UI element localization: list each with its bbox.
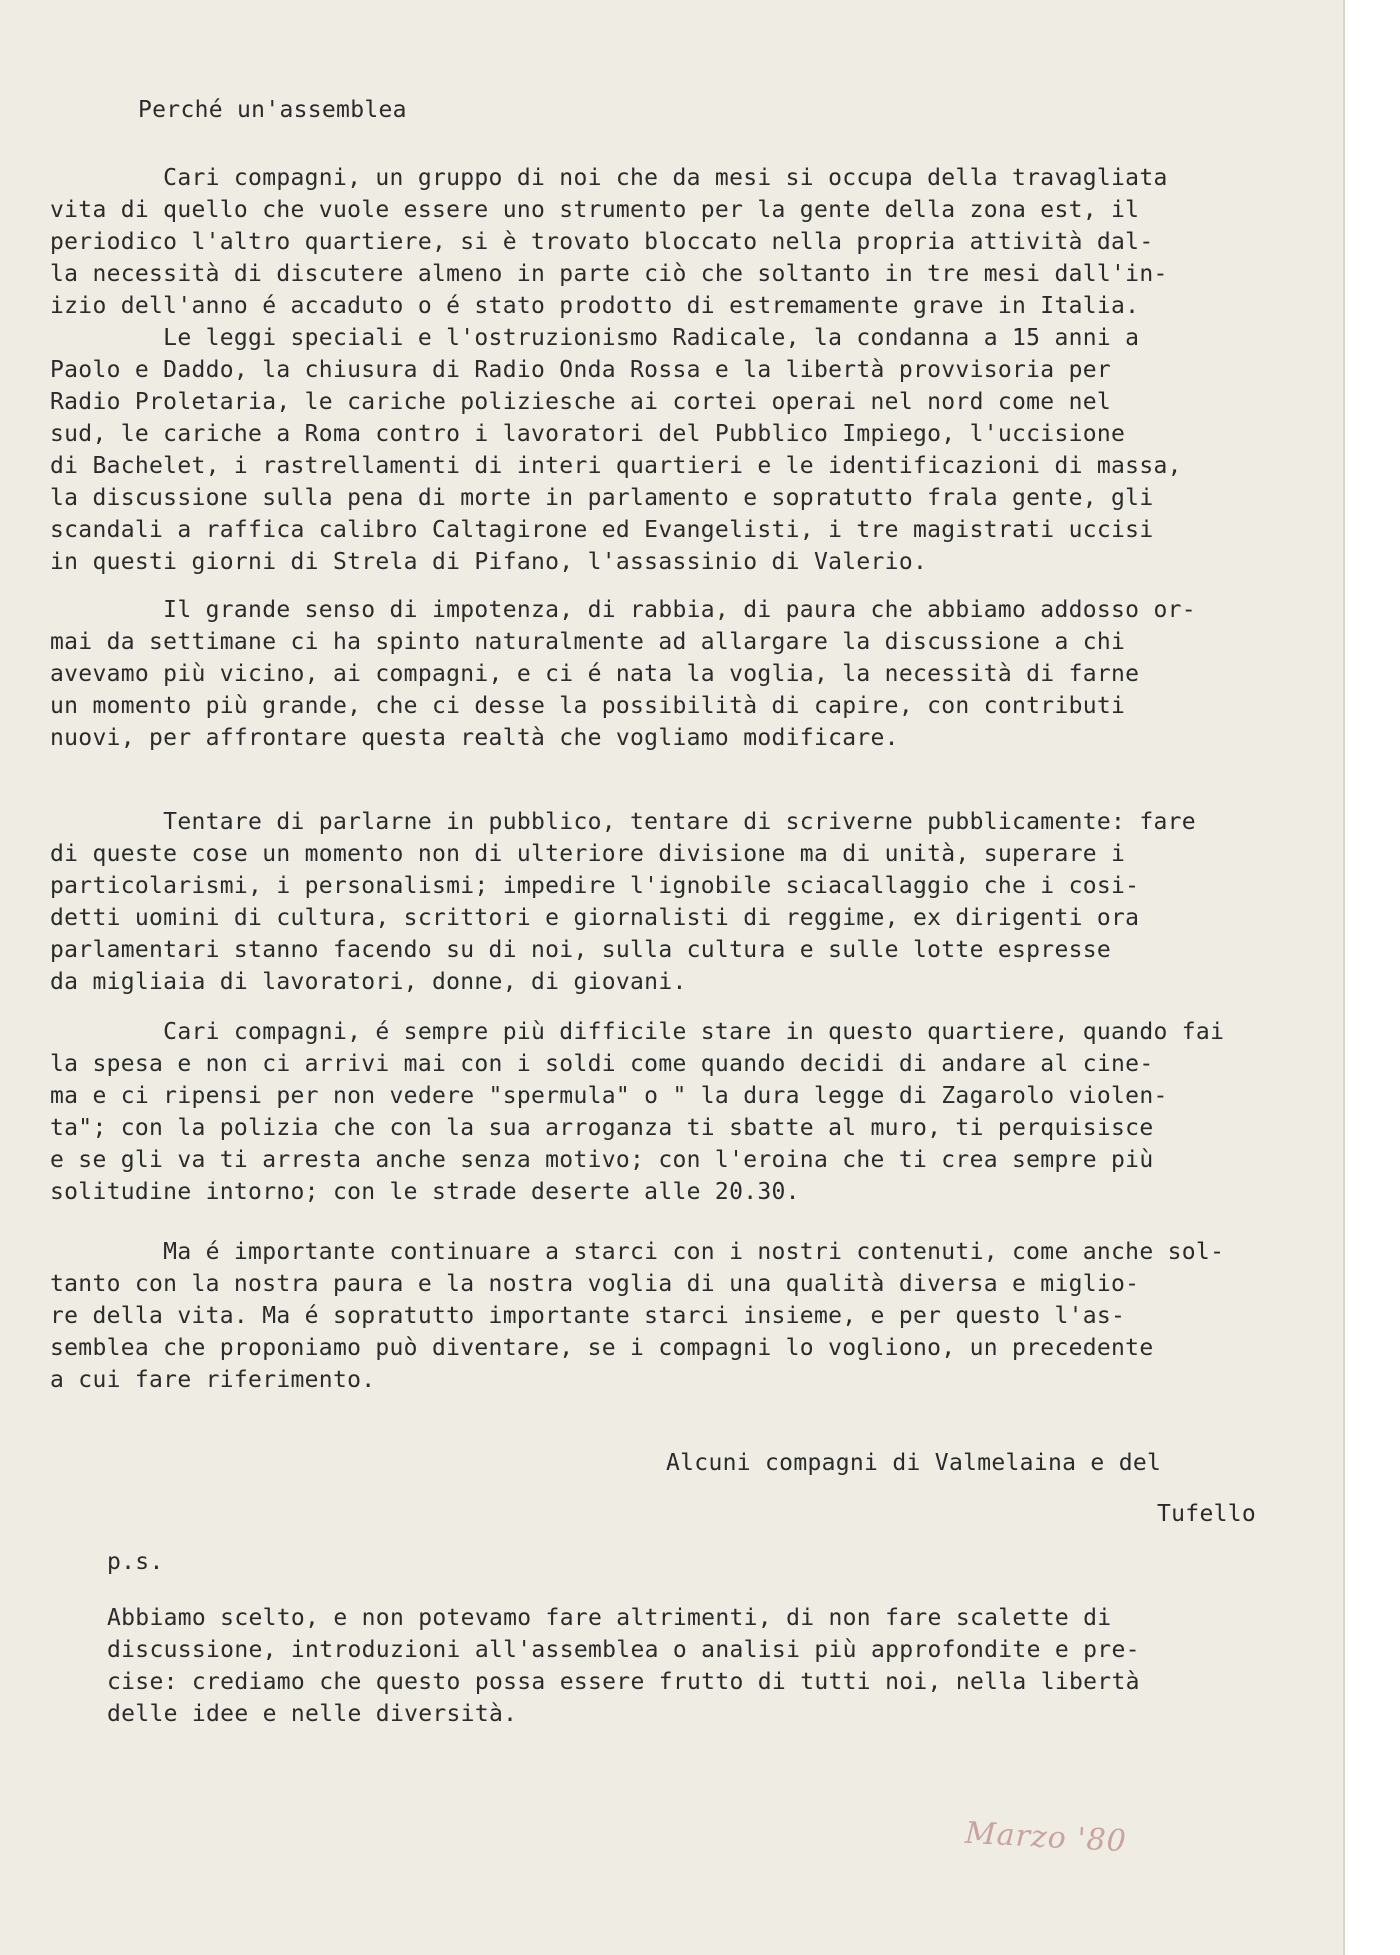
paragraph-1: Cari compagni, un gruppo di noi che da mesi si occupa della travagliata vita di quello che vuole essere uno strumento per la gente della zona est, il periodico l'altro quartiere, si è trovato bloccato nella propria attività dal- la necessità di discutere almeno in parte ciò che soltanto in tre mesi dall'in- izio dell'anno é accaduto o é stato prodotto di estremamente grave in Italia. Le leggi speciali e l'ostruzionismo Radicale, la condanna a 15 anni a Paolo e Daddo, la chiusura di Radio Onda Rossa e la libertà provvisoria per Radio Proletaria, le cariche poliziesche ai cortei operai nel nord come nel sud, le cariche a Roma contro i lavoratori del Pubblico Impiego, l'uccisione di Bachelet, i rastrellamenti di interi quartieri e le identificazioni di massa, la discussione sulla pena di morte in parlamento e sopratutto frala gente, gli scandali a raffica calibro Caltagirone ed Evangelisti, i tre magistrati uccisi in questi giorni di Strela di Pifano, l'assassinio di Valerio. xyxy=(50,165,1182,575)
postscript-body: Abbiamo scelto, e non potevamo fare altrimenti, di non fare scalette di discussione, introduzioni all'assemblea o analisi più approfondite e pre- cise: crediamo che questo possa essere frutto di tutti noi, nella libertà delle idee e nelle diversità. xyxy=(107,1605,1140,1727)
paragraph-5: Ma é importante continuare a starci con i nostri contenuti, come anche sol- tanto con la nostra paura e la nostra voglia di una qualità diversa e miglio- re della vita. Ma é sopratutto importante starci insieme, e per questo l'as- semblea che proponiamo può diventare, se i compagni lo vogliono, un precedente a cui fare riferimento. xyxy=(50,1239,1225,1393)
postscript-label: p.s. xyxy=(107,1549,164,1575)
paragraph-4: Cari compagni, é sempre più difficile stare in questo quartiere, quando fai la spesa e non ci arrivi mai con i soldi come quando decidi di andare al cine- ma e ci ripensi per non vedere "spermula" o " la dura legge di Zagarolo violen- ta"; con la polizia che con la sua arroganza ti sbatte al muro, ti perquisisce e se gli va ti arresta anche senza motivo; con l'eroina che ti crea sempre più solitudine intorno; con le strade deserte alle 20.30. xyxy=(50,1019,1225,1205)
paragraph-3: Tentare di parlarne in pubblico, tentare di scriverne pubblicamente: fare di queste cose un momento non di ulteriore divisione ma di unità, superare i particolarismi, i personalismi; impedire l'ignobile sciacallaggio che i cosi- detti uomini di cultura, scrittori e giornalisti di reggime, ex dirigenti ora parlamentari stanno facendo su di noi, sulla cultura e sulle lotte espresse da migliaia di lavoratori, donne, di giovani. xyxy=(50,809,1196,995)
signature-line-2: Tufello xyxy=(1157,1501,1257,1527)
document-title: Perché un'assemblea xyxy=(138,97,407,123)
paragraph-2: Il grande senso di impotenza, di rabbia, di paura che abbiamo addosso or- mai da settimane ci ha spinto naturalmente ad allargare la discussione a chi avevamo più vicino, ai compagni, e ci é nata la voglia, la necessità di farne un momento più grande, che ci desse la possibilità di capire, con contributi nuovi, per affrontare questa realtà che vogliamo modificare. xyxy=(50,597,1196,751)
signature-line-1: Alcuni compagni di Valmelaina e del xyxy=(666,1450,1162,1476)
background-margin xyxy=(1345,0,1400,1955)
handwritten-date-note: Marzo '80 xyxy=(964,1815,1128,1860)
